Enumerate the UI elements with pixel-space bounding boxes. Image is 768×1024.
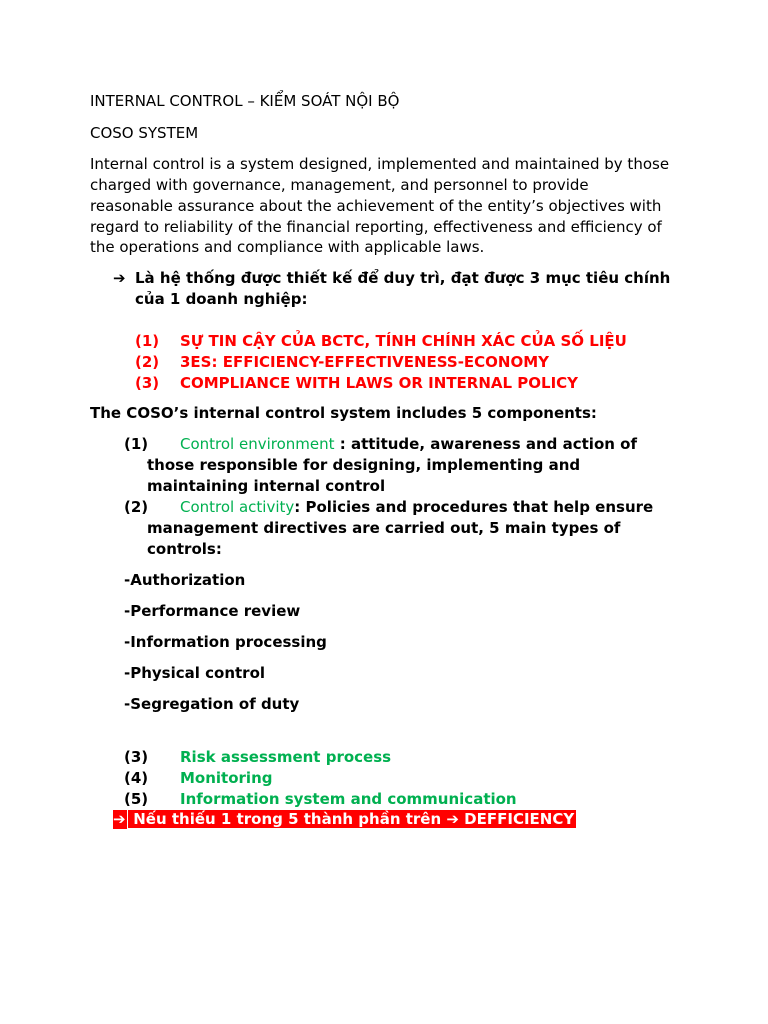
components-intro: The COSO’s internal control system includes 5 components: [90, 404, 597, 422]
summary-text: Là hệ thống được thiết kế để duy trì, đạt được 3 mục tiêu chính [135, 269, 671, 287]
objective-item [135, 331, 627, 352]
objective-text: COMPLIANCE WITH LAWS OR INTERNAL POLICY [180, 374, 579, 392]
component-line [124, 768, 272, 789]
component-line [124, 497, 653, 518]
conclusion-line [113, 810, 576, 829]
objective-item [135, 352, 549, 373]
component-name: Risk assessment process [180, 748, 392, 766]
component-number: (5) [124, 790, 149, 808]
control-type-item: -Physical control [124, 664, 266, 682]
component-number: (1) [124, 435, 149, 453]
objective-number: (1) [135, 332, 160, 350]
component-name: Control environment [180, 435, 335, 453]
document-title: INTERNAL CONTROL – KIỂM SOÁT NỘI BỘ [90, 92, 400, 110]
component-description: : Policies and procedures that help ensure [294, 498, 654, 516]
control-type-item: -Information processing [124, 633, 327, 651]
component-description-line: controls: [147, 540, 222, 558]
definition-line: reasonable assurance about the achievement of the entity’s objectives with [90, 197, 662, 215]
component-line [124, 789, 517, 810]
component-description-line: those responsible for designing, implementing and [147, 456, 581, 474]
objective-number: (3) [135, 374, 160, 392]
component-number: (2) [124, 498, 149, 516]
summary-line [113, 268, 670, 289]
control-type-item: -Segregation of duty [124, 695, 300, 713]
objective-text: 3ES: EFFICIENCY-EFFECTIVENESS-ECONOMY [180, 353, 550, 371]
objective-text: SỰ TIN CẬY CỦA BCTC, TÍNH CHÍNH XÁC CỦA SỐ LIỆU [180, 332, 627, 350]
arrow-right-icon: ➔ [113, 269, 126, 287]
component-description-line: management directives are carried out, 5 main types of [147, 519, 621, 537]
objective-item [135, 373, 578, 394]
component-number: (4) [124, 769, 149, 787]
objective-number: (2) [135, 353, 160, 371]
component-line [124, 434, 637, 455]
definition-line: regard to reliability of the financial reporting, effectiveness and efficiency of [90, 218, 662, 236]
conclusion-text: Nếu thiếu 1 trong 5 thành phần trên ➔ DEFFICIENCY [128, 810, 575, 828]
definition-line: Internal control is a system designed, implemented and maintained by those [90, 155, 670, 173]
component-number: (3) [124, 748, 149, 766]
component-description-line: maintaining internal control [147, 477, 386, 495]
component-name: Control activity [180, 498, 295, 516]
definition-line: charged with governance, management, and personnel to provide [90, 176, 589, 194]
component-line [124, 747, 391, 768]
control-type-item: -Performance review [124, 602, 301, 620]
document-subtitle: COSO SYSTEM [90, 124, 199, 142]
definition-line: the operations and compliance with applicable laws. [90, 238, 485, 256]
arrow-right-icon: ➔ [113, 810, 126, 828]
component-name: Information system and communication [180, 790, 517, 808]
summary-line: của 1 doanh nghiệp: [135, 290, 308, 308]
component-name: Monitoring [180, 769, 273, 787]
component-description: : attitude, awareness and action of [334, 435, 637, 453]
control-type-item: -Authorization [124, 571, 246, 589]
